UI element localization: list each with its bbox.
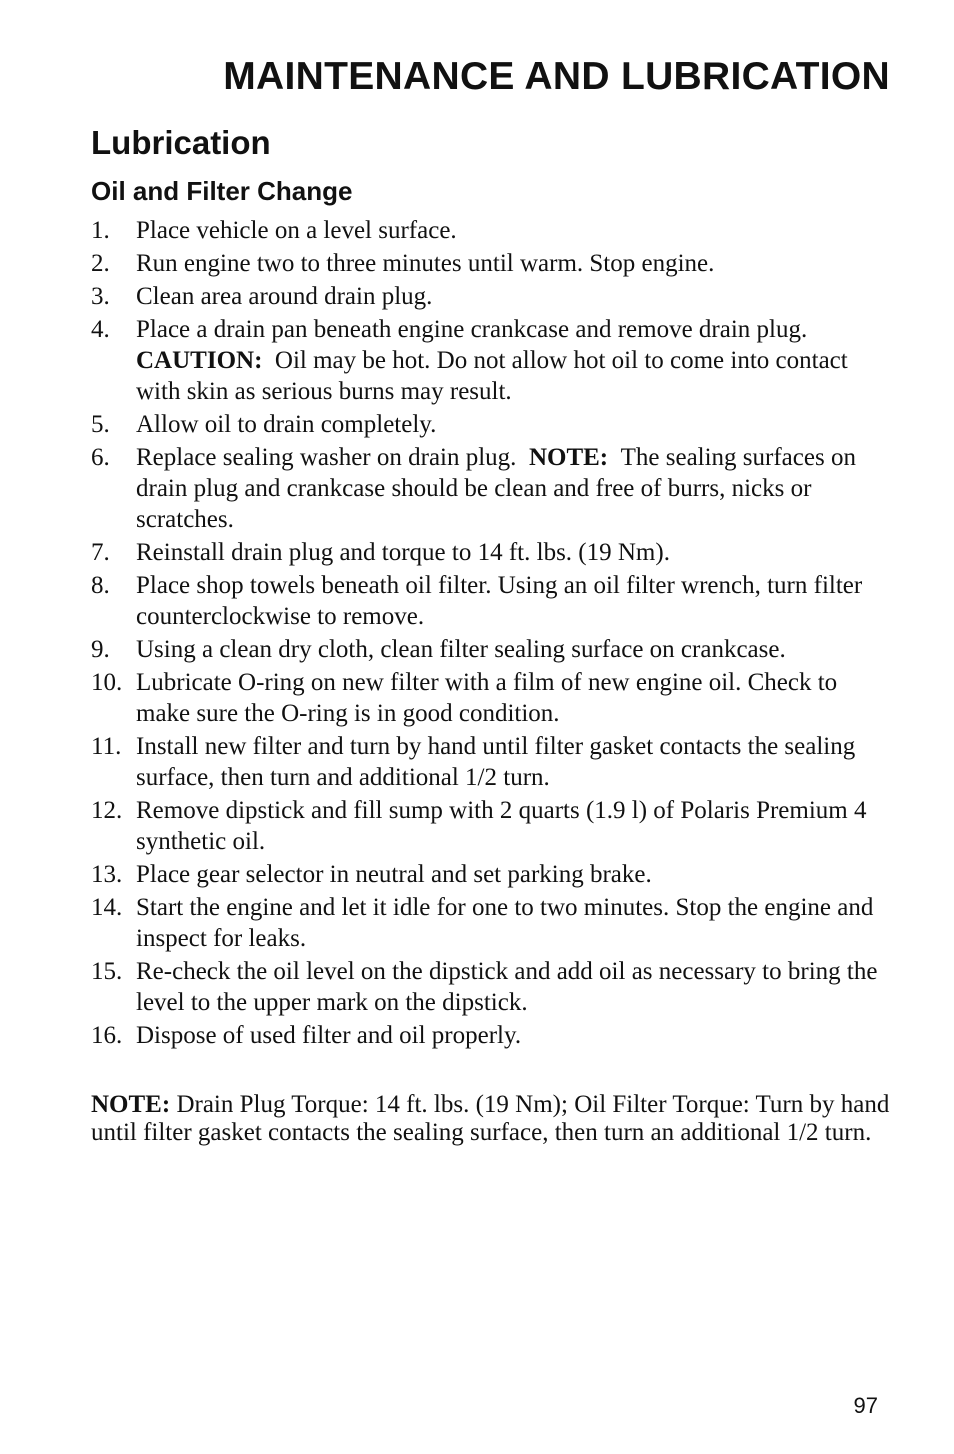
- step-number: 16.: [91, 1022, 123, 1049]
- step-text: Clean area around drain plug.: [136, 283, 433, 310]
- step-text: Dispose of used filter and oil properly.: [136, 1022, 522, 1049]
- step-text: Place a drain pan beneath engine crankcase and remove drain plug.: [136, 316, 808, 343]
- step-13: [91, 859, 891, 890]
- section-title: Lubrication: [91, 124, 271, 161]
- step-12: [91, 795, 891, 857]
- step-number: 11.: [91, 733, 122, 760]
- procedure-steps-list: [91, 215, 891, 1053]
- step-text: Remove dipstick and fill sump with 2 quarts (1.9 l) of Polaris Premium 4 synthetic oil.: [136, 797, 867, 855]
- step-text: Using a clean dry cloth, clean filter sealing surface on crankcase.: [136, 636, 786, 663]
- step-8: [91, 570, 891, 632]
- step-number: 2.: [91, 250, 110, 277]
- step-5: [91, 409, 891, 440]
- step-text: Lubricate O-ring on new filter with a film of new engine oil. Check to make sure the O-ring is in good condition.: [136, 669, 838, 727]
- step-number: 8.: [91, 572, 110, 599]
- step-4: [91, 314, 891, 407]
- step-number: 14.: [91, 894, 123, 921]
- step-text: Run engine two to three minutes until warm. Stop engine.: [136, 250, 715, 277]
- step-number: 13.: [91, 861, 123, 888]
- step-6: [91, 442, 891, 535]
- step-text: Re-check the oil level on the dipstick and add oil as necessary to bring the level to the upper mark on the dipstick.: [136, 958, 878, 1016]
- page-number: 97: [853, 1393, 878, 1418]
- step-number: 3.: [91, 283, 110, 310]
- step-text: Place gear selector in neutral and set parking brake.: [136, 861, 652, 888]
- step-15: [91, 956, 891, 1018]
- torque-note-label: NOTE:: [91, 1091, 171, 1118]
- page-header: MAINTENANCE AND LUBRICATION: [223, 55, 890, 98]
- step-11: [91, 731, 891, 793]
- caution-label: CAUTION:: [136, 347, 263, 374]
- step-1: [91, 215, 891, 246]
- step-number: 15.: [91, 958, 123, 985]
- step-number: 10.: [91, 669, 123, 696]
- step-2: [91, 248, 891, 279]
- step-10: [91, 667, 891, 729]
- step-text: Reinstall drain plug and torque to 14 ft. lbs. (19 Nm).: [136, 539, 670, 566]
- step-text: Place vehicle on a level surface.: [136, 217, 457, 244]
- step-text: Replace sealing washer on drain plug.: [136, 444, 517, 471]
- step-9: [91, 634, 891, 665]
- note-label: NOTE:: [528, 444, 609, 471]
- torque-note: [91, 1091, 896, 1147]
- subsection-title: Oil and Filter Change: [91, 176, 353, 206]
- caution-text: Oil may be hot. Do not allow hot oil to come into contact with skin as serious burns may result.: [136, 347, 848, 405]
- step-7: [91, 537, 891, 568]
- step-3: [91, 281, 891, 312]
- step-number: 7.: [91, 539, 110, 566]
- step-16: [91, 1020, 891, 1051]
- step-text: Place shop towels beneath oil filter. Using an oil filter wrench, turn filter counterclockwise to remove.: [136, 572, 863, 630]
- step-number: 4.: [91, 316, 110, 343]
- step-text: Allow oil to drain completely.: [136, 411, 437, 438]
- note-text: The sealing surfaces on drain plug and crankcase should be clean and free of burrs, nicks or scratches.: [136, 444, 856, 533]
- step-number: 6.: [91, 444, 110, 471]
- step-number: 1.: [91, 217, 110, 244]
- torque-note-text: Drain Plug Torque: 14 ft. lbs. (19 Nm); Oil Filter Torque: Turn by hand until filter gasket contacts the sealing surface, then turn an additional 1/2 turn.: [91, 1091, 890, 1146]
- step-number: 12.: [91, 797, 123, 824]
- step-number: 9.: [91, 636, 110, 663]
- step-text: Install new filter and turn by hand until filter gasket contacts the sealing surface, then turn and additional 1/2 turn.: [136, 733, 856, 791]
- step-number: 5.: [91, 411, 110, 438]
- step-text: Start the engine and let it idle for one to two minutes. Stop the engine and inspect for leaks.: [136, 894, 874, 952]
- step-14: [91, 892, 891, 954]
